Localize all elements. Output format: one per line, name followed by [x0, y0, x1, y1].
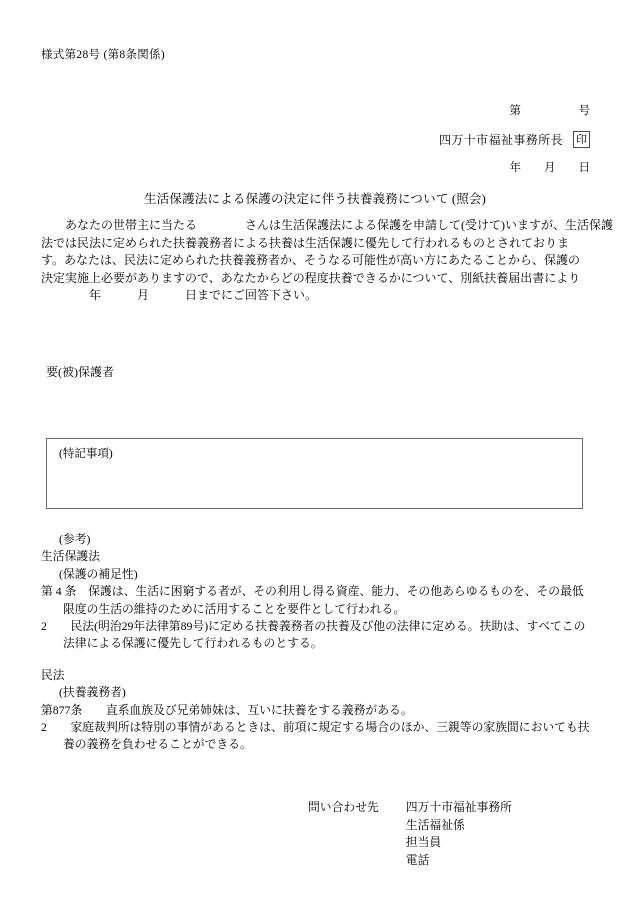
contact-staff: 担当員 [405, 835, 442, 850]
article-4-clause-2 [41, 618, 593, 653]
law-name-civil-code: 民法 [41, 667, 65, 682]
body-line-4: 決定実施上必要がありますので、あなたからどの程度扶養できるかについて、別紙扶養届出書により [41, 270, 581, 285]
article-4-clause-2-lead: 2 [41, 619, 47, 634]
issuer-name: 四万十市福祉事務所長 [438, 133, 563, 147]
article-4-clause-2-text: 民法(明治29年法律第89号)に定める扶養義務者の扶養及び他の法律に定める。扶助は、すべてこの法律による保護に優先して行われるものとする。 [46, 619, 586, 651]
article-877 [41, 702, 593, 719]
body-paragraph [41, 217, 613, 305]
contact-division: 生活福祉係 [405, 817, 465, 832]
article-4 [41, 583, 593, 618]
contact-phone: 電話 [405, 852, 430, 867]
document-number-line: 第 号 [509, 105, 590, 117]
article-877-text: 直系血族及び兄弟姉妹は、互いに扶養をする義務がある。 [82, 702, 413, 717]
contact-details [406, 799, 512, 869]
special-notes-label: (特記事項) [59, 448, 113, 460]
article-title-support-obligor: (扶養義務者) [59, 685, 126, 700]
body-line-5-reply-date: 年 月 日までにご回答下さい。 [41, 288, 318, 303]
contact-office: 四万十市福祉事務所 [405, 800, 512, 814]
reference-section [41, 531, 593, 754]
article-877-lead: 第877条 [41, 702, 83, 717]
seal-stamp-icon: 印 [573, 131, 590, 148]
document-date-line: 年 月 日 [509, 162, 590, 174]
issuer-line [439, 131, 590, 148]
page-title: 生活保護法による保護の決定に伴う扶養義務について (照会) [143, 192, 486, 206]
article-4-lead: 第 4 条 [41, 584, 77, 599]
article-title-supplementarity: (保護の補足性) [59, 566, 138, 581]
contact-label: 問い合わせ先 [308, 800, 379, 814]
body-line-2: 法では民法に定められた扶養義務者による扶養は生活保護に優先して行われるものとされておりま [41, 235, 570, 250]
body-line-3: す。あなたは、民法に定められた扶養義務者か、そうなる可能性が高い方にあたることから、保護の [41, 253, 581, 268]
form-number: 様式第28号 (第8条関係) [41, 49, 165, 61]
body-line-1: あなたの世帯主に当たる さんは生活保護法による保護を申請して(受けて)いますが、生活保護 [41, 218, 613, 232]
contact-block [308, 799, 512, 869]
section-spacer [41, 653, 593, 667]
article-877-clause-2-text: 家庭裁判所は特別の事情があるときは、前項に規定する場合のほか、三親等の家族間においても扶養の義務を負わせることができる。 [46, 720, 590, 752]
law-name-public-assistance-act: 生活保護法 [41, 549, 100, 564]
article-4-text: 保護は、生活に困窮する者が、その利用し得る資産、能力、その他あらゆるものを、その最低限度の生活の維持のために活用することを要件として行われる。 [63, 584, 584, 616]
article-877-clause-2 [41, 719, 593, 754]
special-notes-box[interactable] [46, 438, 583, 509]
recipient-label: 要(被)保護者 [46, 365, 114, 379]
article-877-clause-2-lead: 2 [41, 720, 47, 735]
reference-heading: (参考) [59, 532, 91, 546]
